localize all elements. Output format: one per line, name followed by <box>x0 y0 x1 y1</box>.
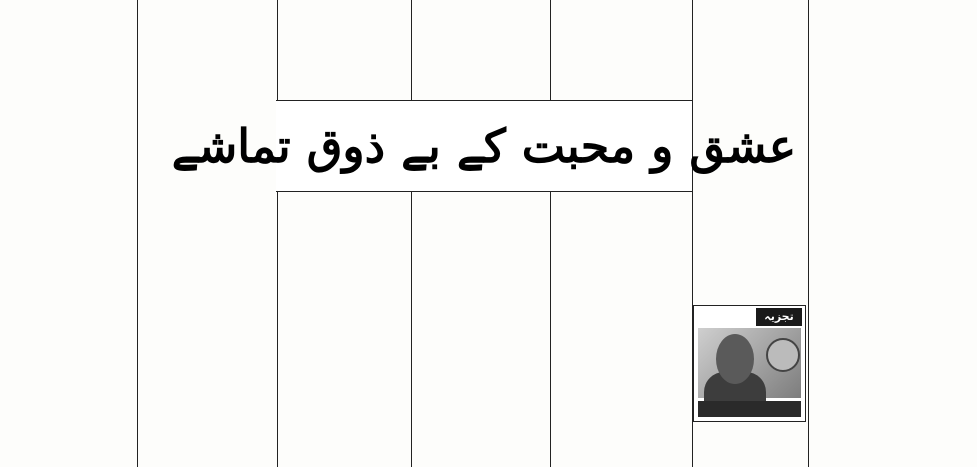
article-column-4-bottom <box>413 192 548 467</box>
article-column-7 <box>810 0 977 467</box>
analysis-tag: تجزیہ <box>756 308 802 326</box>
columnist-photo <box>698 328 801 398</box>
article-column-2 <box>139 0 275 467</box>
article-column-4-top <box>413 0 548 98</box>
article-column-5-top <box>552 0 690 98</box>
article-column-6-bottom <box>694 422 806 467</box>
article-column-1 <box>0 0 135 467</box>
columnist-box <box>693 305 806 422</box>
headline-box <box>171 100 797 192</box>
article-column-3-top <box>279 0 409 98</box>
portrait-face <box>716 334 754 384</box>
article-column-5-bottom <box>552 192 690 467</box>
column-divider <box>808 0 809 467</box>
column-divider <box>411 0 412 467</box>
globe-icon <box>766 338 800 372</box>
columnist-name <box>698 401 801 417</box>
article-column-3-bottom <box>279 192 409 467</box>
column-divider <box>137 0 138 467</box>
column-divider <box>550 0 551 467</box>
article-headline: عشق و محبت کے بے ذوق تماشے <box>171 119 797 173</box>
column-divider <box>277 0 278 467</box>
